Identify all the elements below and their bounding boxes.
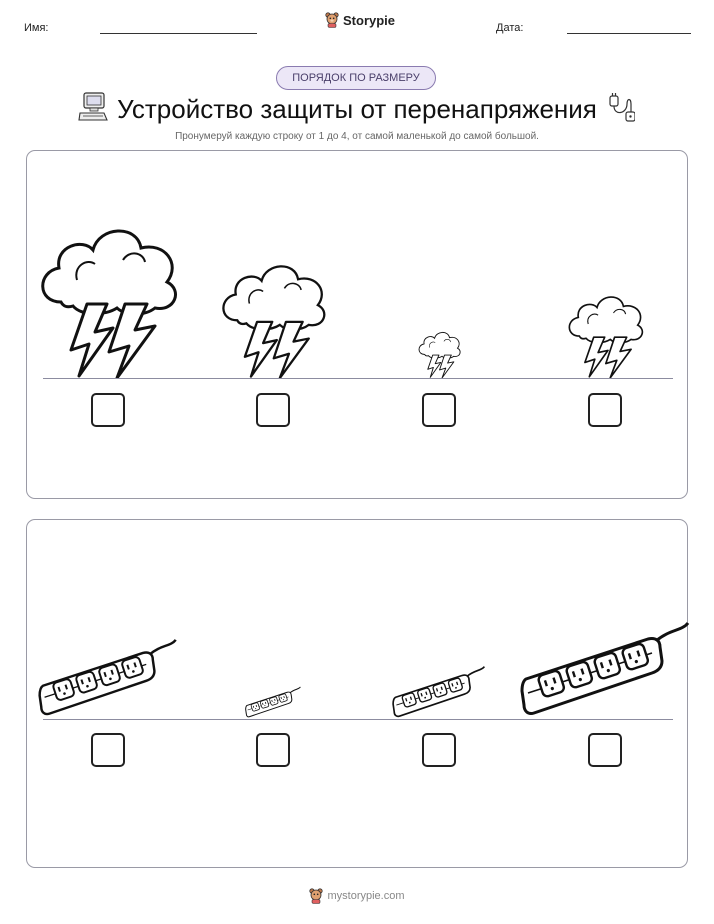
answer-box[interactable] xyxy=(422,393,456,427)
storm-cloud-icon xyxy=(216,258,330,378)
storypie-logo xyxy=(325,12,395,28)
footer xyxy=(0,888,714,904)
footer-url[interactable]: mystorypie.com xyxy=(327,890,405,902)
answer-box[interactable] xyxy=(588,393,622,427)
answer-box[interactable] xyxy=(256,393,290,427)
answer-box[interactable] xyxy=(588,733,622,767)
date-label: Дата: xyxy=(496,22,524,34)
name-label: Имя: xyxy=(24,22,49,34)
power-strip-icon xyxy=(520,611,690,719)
storm-cloud-icon xyxy=(564,291,647,378)
bear-icon xyxy=(309,888,323,904)
name-line[interactable] xyxy=(100,33,257,34)
answer-box[interactable] xyxy=(91,733,125,767)
power-strip-icon xyxy=(392,660,486,719)
row-panel-storm-clouds xyxy=(26,150,688,499)
answer-box[interactable] xyxy=(422,733,456,767)
date-line[interactable] xyxy=(567,33,691,34)
bear-icon xyxy=(325,12,339,28)
power-plug-icon xyxy=(607,92,635,124)
row-panel-power-strips xyxy=(26,519,688,868)
baseline xyxy=(43,719,673,720)
answer-box[interactable] xyxy=(91,393,125,427)
power-strip-icon xyxy=(245,683,301,719)
storm-cloud-icon xyxy=(416,329,463,378)
instructions: Пронумеруй каждую строку от 1 до 4, от самой маленькой до самой большой. xyxy=(175,131,539,142)
power-strip-icon xyxy=(38,630,177,719)
baseline xyxy=(43,378,673,379)
storm-cloud-icon xyxy=(33,220,183,378)
page-title: Устройство защиты от перенапряжения xyxy=(117,94,597,124)
logo-text: Storypie xyxy=(343,12,396,28)
answer-box[interactable] xyxy=(256,733,290,767)
order-by-size-badge: ПОРЯДОК ПО РАЗМЕРУ xyxy=(276,66,436,90)
